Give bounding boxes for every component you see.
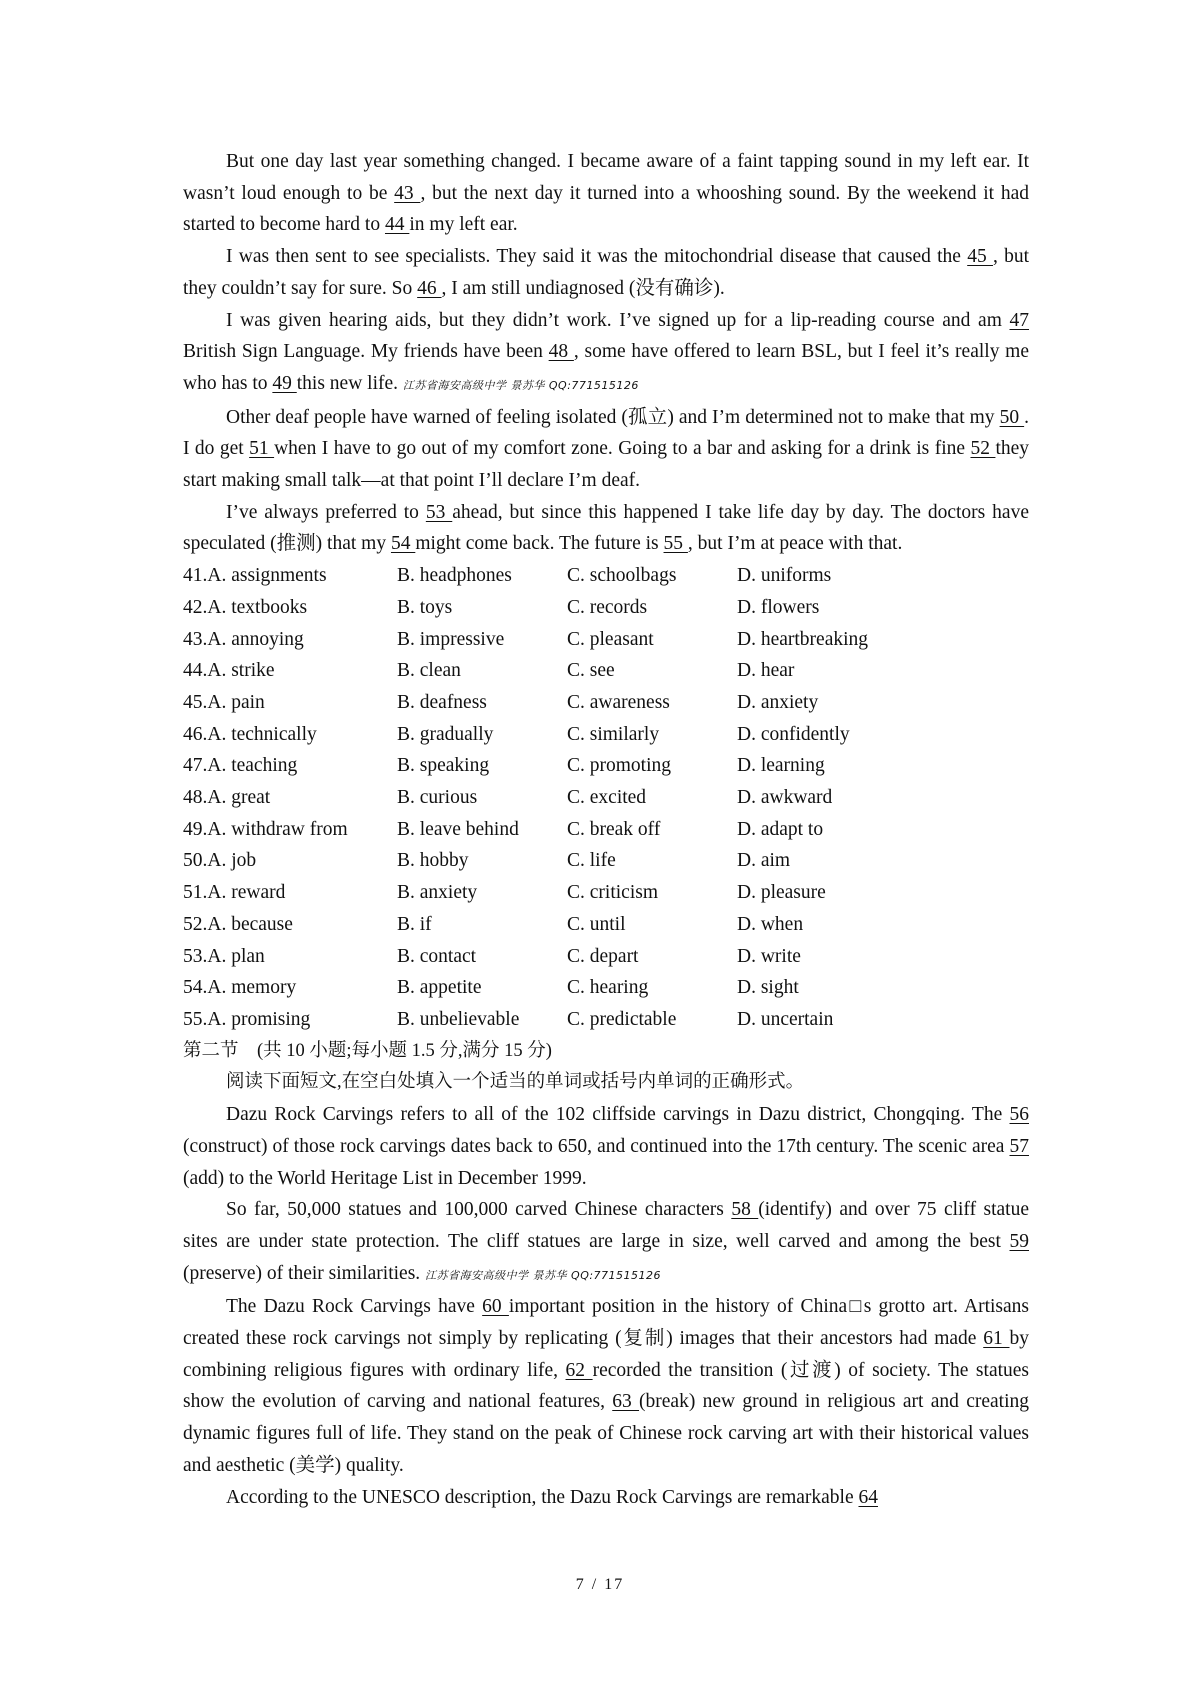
blank-53: 53 <box>425 501 453 523</box>
option-row-48: 48.A. great B. curious C. excited D. awkward <box>183 787 833 809</box>
blank-60: 60 <box>482 1296 509 1318</box>
blank-62: 62 <box>565 1359 593 1381</box>
section-2-title: 第二节 (共 10 小题;每小题 1.5 分,满分 15 分) <box>183 1040 552 1061</box>
blank-57: 57 <box>1009 1135 1029 1157</box>
option-row-44: 44.A. strike B. clean C. see D. hear <box>183 660 795 682</box>
blank-47: 47 <box>1009 309 1029 331</box>
blank-56: 56 <box>1009 1104 1029 1126</box>
passage1-paragraph-3: I was given hearing aids, but they didn’t work. I’ve signed up for a lip-reading course and am 47 British Sign Language. My friends have been 48 , some have offered to learn BSL, but I feel it’s really me who has to 49 this new life. 江苏省海安高级中学 景苏华 QQ:771515126 <box>183 309 1030 394</box>
option-row-52: 52.A. because B. if C. until D. when <box>183 913 804 935</box>
blank-43: 43 <box>394 182 421 204</box>
option-row-54: 54.A. memory B. appetite C. hearing D. sight <box>183 977 799 999</box>
passage1-paragraph-5: I’ve always preferred to 53 ahead, but since this happened I take life day by day. The doctors have speculated (推测) that my 54 might come back. The future is 55 , but I’m at peace with that. <box>183 501 1029 555</box>
passage1-paragraph-2: I was then sent to see specialists. They said it was the mitochondrial disease that caused the 45 , but they couldn’t say for sure. So 46 , I am still undiagnosed (没有确诊). <box>183 246 1030 299</box>
blank-64: 64 <box>858 1486 878 1508</box>
watermark-note: 江苏省海安高级中学 景苏华 QQ:771515126 <box>425 1268 662 1282</box>
option-row-53: 53.A. plan B. contact C. depart D. write <box>183 945 801 967</box>
blank-54: 54 <box>390 533 416 555</box>
passage2-paragraph-2: So far, 50,000 statues and 100,000 carved Chinese characters 58 (identify) and over 75 cliff statue sites are under state protection. The cliff statues are large in size, well carved and among the best 59 (preserve) of their similarities. 江苏省海安高级中学 景苏华 QQ:771515126 <box>183 1199 1029 1284</box>
option-row-55: 55.A. promising B. unbelievable C. predictable D. uncertain <box>183 1008 834 1030</box>
blank-46: 46 <box>417 277 442 299</box>
option-row-43: 43.A. annoying B. impressive C. pleasant D. heartbreaking <box>183 628 869 650</box>
options-list <box>183 560 1029 1036</box>
blank-45: 45 <box>967 246 993 268</box>
blank-44: 44 <box>384 214 410 236</box>
option-row-41: 41.A. assignments B. headphones C. schoolbags D. uniforms <box>183 565 832 587</box>
blank-55: 55 <box>663 533 688 555</box>
option-row-50: 50.A. job B. hobby C. life D. aim <box>183 850 791 872</box>
blank-58: 58 <box>731 1199 759 1221</box>
passage2-paragraph-3: The Dazu Rock Carvings have 60 important position in the history of China□s grotto art. Artisans created these rock carvings not simply by replicating (复制) images that their ancestors had made 61 by combining religious figures with ordinary life, 62 recorded the transition (过渡) of society. The statues show the evolution of carving and national features, 63 (break) new ground in religious art and creating dynamic figures full of life. They stand on the peak of Chinese rock carving art with their historical values and aesthetic (美学) quality. <box>183 1296 1030 1476</box>
passage1-paragraph-4: Other deaf people have warned of feeling isolated (孤立) and I’m determined not to make that my 50 . I do get 51 when I have to go out of my comfort zone. Going to a bar and asking for a drink is fine 52 they start making small talk—at that point I’ll declare I’m deaf. <box>183 406 1030 492</box>
blank-61: 61 <box>983 1328 1010 1350</box>
blank-52: 52 <box>970 438 996 460</box>
blank-48: 48 <box>548 341 574 363</box>
blank-49: 49 <box>272 372 297 394</box>
option-row-45: 45.A. pain B. deafness C. awareness D. anxiety <box>183 691 819 713</box>
option-row-51: 51.A. reward B. anxiety C. criticism D. pleasure <box>183 882 826 904</box>
passage2-paragraph-4: According to the UNESCO description, the Dazu Rock Carvings are remarkable 64 <box>226 1486 878 1508</box>
blank-51: 51 <box>249 438 275 460</box>
passage2-paragraph-1: Dazu Rock Carvings refers to all of the 102 cliffside carvings in Dazu district, Chongqing. The 56 (construct) of those rock carvings dates back to 650, and continued into the 17th century. The scenic area 57 (add) to the World Heritage List in December 1999. <box>183 1104 1029 1189</box>
watermark-note: 江苏省海安高级中学 景苏华 QQ:771515126 <box>402 378 639 392</box>
section-2-instruction: 阅读下面短文,在空白处填入一个适当的单词或括号内单词的正确形式。 <box>226 1072 805 1093</box>
exam-page-content <box>183 146 1029 1513</box>
blank-63: 63 <box>612 1391 640 1413</box>
blank-59: 59 <box>1009 1230 1029 1252</box>
page-number: 7 / 17 <box>575 1576 625 1593</box>
option-row-42: 42.A. textbooks B. toys C. records D. flowers <box>183 596 820 618</box>
passage1-paragraph-1: But one day last year something changed. I became aware of a faint tapping sound in my left ear. It wasn’t loud enough to be 43 , but the next day it turned into a whooshing sound. By the weekend it had started to become hard to 44 in my left ear. <box>183 151 1030 236</box>
blank-50: 50 <box>999 406 1025 428</box>
option-row-49: 49.A. withdraw from B. leave behind C. break off D. adapt to <box>183 818 824 840</box>
option-row-47: 47.A. teaching B. speaking C. promoting D. learning <box>183 755 825 777</box>
option-row-46: 46.A. technically B. gradually C. similarly D. confidently <box>183 723 850 745</box>
